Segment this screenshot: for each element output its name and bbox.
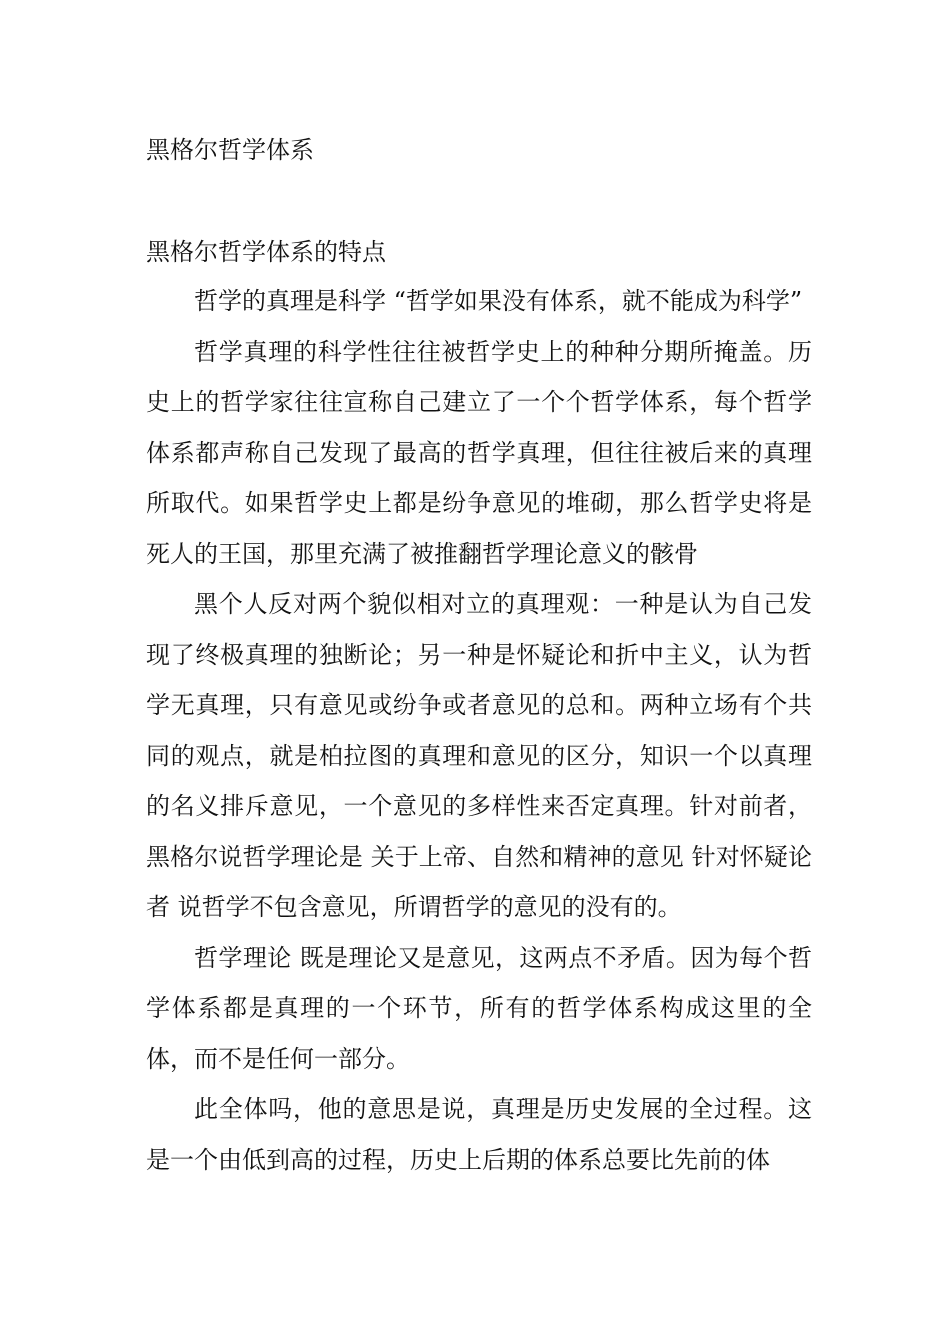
document-title: 黑格尔哲学体系 bbox=[146, 136, 314, 164]
section-heading: 黑格尔哲学体系的特点 bbox=[146, 238, 386, 266]
paragraph-3: 黑个人反对两个貌似相对立的真理观：一种是认为自己发现了终极真理的独断论；另一种是怀疑论和折中主义，认为哲学无真理，只有意见或纷争或者意见的总和。两种立场有个共同的观点，就是柏拉图的真理和意见的区分，知识一个以真理的名义排斥意见，一个意见的多样性来否定真理。针对前者，黑格尔说哲学理论是 关于上帝、自然和精神的意见 针对怀疑论者 说哲学不包含意见，所谓哲学的意见的没有的。 bbox=[146, 590, 812, 921]
document-body bbox=[146, 276, 812, 1185]
paragraph-1: 哲学的真理是科学 “哲学如果没有体系，就不能成为科学” bbox=[194, 287, 803, 315]
paragraph-4: 哲学理论 既是理论又是意见，这两点不矛盾。因为每个哲学体系都是真理的一个环节，所有的哲学体系构成这里的全体，而不是任何一部分。 bbox=[146, 943, 812, 1073]
paragraph-5: 此全体吗，他的意思是说，真理是历史发展的全过程。这是一个由低到高的过程，历史上后期的体系总要比先前的体 bbox=[146, 1095, 812, 1174]
paragraph-2: 哲学真理的科学性往往被哲学史上的种种分期所掩盖。历史上的哲学家往往宣称自己建立了一个个哲学体系，每个哲学体系都声称自己发现了最高的哲学真理，但往往被后来的真理所取代。如果哲学史上都是纷争意见的堆砌，那么哲学史将是死人的王国，那里充满了被推翻哲学理论意义的骸骨 bbox=[146, 337, 812, 568]
